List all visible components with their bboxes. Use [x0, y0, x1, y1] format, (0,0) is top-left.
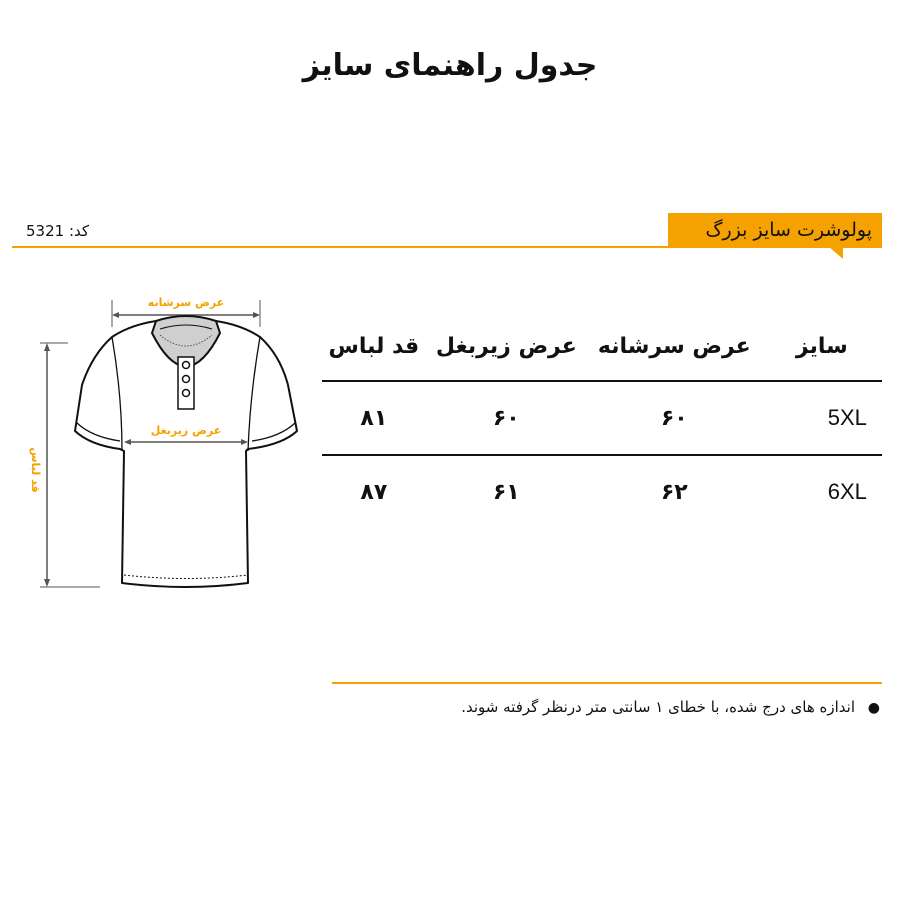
cell-size: 6XL [827, 479, 867, 504]
note-divider [332, 682, 882, 684]
table-row [322, 381, 882, 455]
product-code-label: کد: [68, 222, 90, 240]
tolerance-note [461, 698, 880, 716]
cell-size: 5XL [762, 381, 882, 455]
table-row [322, 455, 882, 528]
header-size: سایز [762, 312, 882, 381]
cell-shoulder: ۶۰ [587, 381, 762, 455]
header-length: قد لباس [322, 312, 426, 381]
button-2 [183, 376, 190, 383]
cell-chest: ۶۰ [426, 381, 587, 455]
product-code-value: 5321 [26, 222, 65, 240]
header-shoulder: عرض سرشانه [587, 312, 762, 381]
cell-shoulder: ۶۲ [660, 479, 688, 505]
product-name-banner: پولوشرت سایز بزرگ [668, 213, 882, 248]
cell-length: ۸۱ [322, 381, 426, 455]
header-chest: عرض زیربغل [426, 312, 587, 381]
cell-length: ۸۷ [360, 479, 388, 505]
table-header-row [322, 312, 882, 381]
button-1 [183, 362, 190, 369]
note-text: اندازه های درج شده، با خطای ۱ سانتی متر درنظر گرفته شوند. [461, 698, 855, 716]
product-code [26, 222, 89, 240]
size-table [322, 312, 882, 528]
bullet-icon: ● [867, 700, 880, 716]
chest-label: عرض زیربغل [150, 424, 222, 437]
cell-chest: ۶۱ [492, 479, 520, 505]
length-label: قد لباس [29, 447, 42, 493]
page-title: جدول راهنمای سایز [302, 48, 598, 83]
polo-shirt-diagram [20, 285, 310, 595]
banner-tail [829, 247, 843, 259]
button-3 [183, 390, 190, 397]
shoulder-label: عرض سرشانه [147, 296, 225, 309]
